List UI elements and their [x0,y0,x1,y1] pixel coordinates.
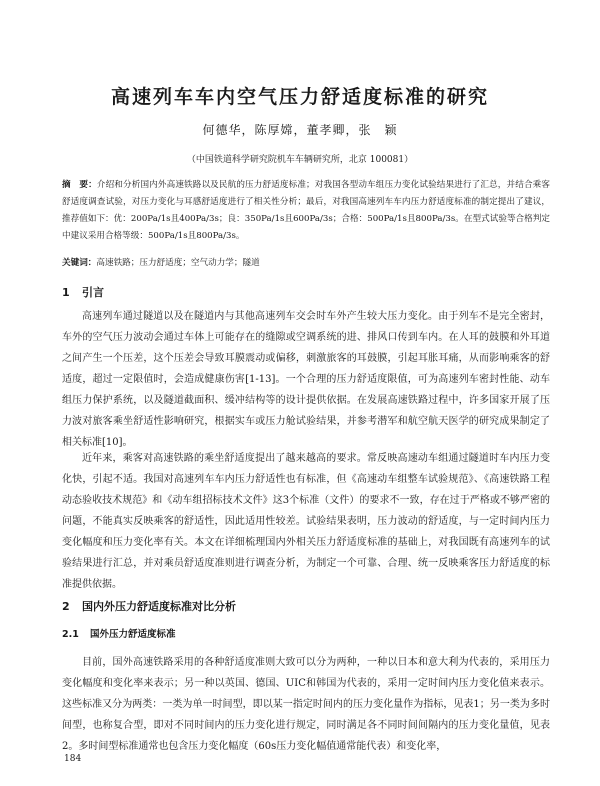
affiliation: （中国铁道科学研究院机车车辆研究所，北京 100081） [186,155,414,165]
section-heading-standards [62,598,236,614]
keywords [62,256,550,268]
section-title: 引言 [82,286,104,299]
section-title: 国内外压力舒适度标准对比分析 [82,600,236,613]
section-number: 2 [62,600,70,613]
paragraph: 目前，国外高速铁路采用的各种舒适度准则大致可以分为两种，一种以日本和意大利为代表的，采用压力变化幅度和变化率来表示；另一种以英国、德国、UIC和韩国为代表的，采用一定时间内压力变化值来表示。这些标准又分为两类：一类为单一时间型，即以某一指定时间内的压力变化量作为指标，见表1；另一类为多时间型，也称复合型，即对不同时间内的压力变化进行规定，同时满足各不同时间间隔内的压力变化量值，见表2。多时间型标准通常也包含压力变化幅度（60s压力变化幅值通常能代表）和变化率， [62,657,550,752]
abstract-label: 摘 要： [62,180,97,190]
subsection-title: 国外压力舒适度标准 [90,629,176,640]
page-number: 184 [64,754,82,764]
subsection-heading [62,626,176,640]
paper-title: 高速列车车内空气压力舒适度标准的研究 [110,86,489,108]
author-list: 何德华，陈厚嫦，董孝卿，张 颖 [202,123,398,137]
subsection-number: 2.1 [62,629,79,640]
section-heading-intro [62,284,104,300]
keywords-label: 关键词： [62,258,97,268]
paragraph: 高速列车通过隧道以及在隧道内与其他高速列车交会时车外产生较大压力变化。由于列车不是完全密封，车外的空气压力波动会通过车体上可能存在的缝隙或空调系统的进、排风口传到车内。在人耳的鼓膜和外耳道之间产生一个压差，这个压差会导致耳膜震动或偏移，刺激旅客的耳鼓膜，引起耳胀耳痛，从而影响乘客的舒适度，超过一定限值时，会造成健康伤害[1-13]。一个合理的压力舒适度限值，可为高速列车密封性能、动车组压力保护系统，以及隧道截面积、缓冲结构等的设计提供依据。在发展高速铁路过程中，许多国家开展了压力波对旅客乘坐舒适性影响研究，根据实车或压力舱试验结果，并参考潜军和航空航天医学的研究成果制定了相关标准[10]。 [62,311,550,448]
abstract-text: 介绍和分析国内外高速铁路以及民航的压力舒适度标准；对我国各型动车组压力变化试验结果进行了汇总，并结合乘客舒适度调查试验，对压力变化与耳感舒适度进行了相关性分析；最后，对我国高速列车车内压力舒适度标准的制定提出了建议，推荐值如下：优：200Pa/1s且400Pa/3s；良：350Pa/1s且600Pa/3s；合格：500Pa/1s且800Pa/3s。在型式试验等合格判定中建议采用合格等级：500Pa/1s且800Pa/3s。 [62,180,550,241]
paragraph: 近年来，乘客对高速铁路的乘坐舒适度提出了越来越高的要求。常反映高速动车组通过隧道时车内压力变化快，引起不适。我国对高速列车车内压力舒适性也有标准，但《高速动车组整车试验规范》、《高速铁路工程动态验收技术规范》和《动车组招标技术文件》这3个标准（文件）的要求不一致，存在过于严格或不够严密的问题，不能真实反映乘客的舒适性，因此适用性较差。试验结果表明，压力波动的舒适度，与一定时间内压力变化幅度和压力变化率有关。本文在详细梳理国内外相关压力舒适度标准的基础上，对我国既有高速列车的试验结果进行汇总，并对乘员舒适度准则进行调查分析，为制定一个可靠、合理、统一反映乘客压力舒适度的标准提供依据。 [62,453,550,590]
section-number: 1 [62,286,70,299]
keywords-text: 高速铁路；压力舒适度；空气动力学；隧道 [96,258,260,268]
abstract [62,177,550,245]
